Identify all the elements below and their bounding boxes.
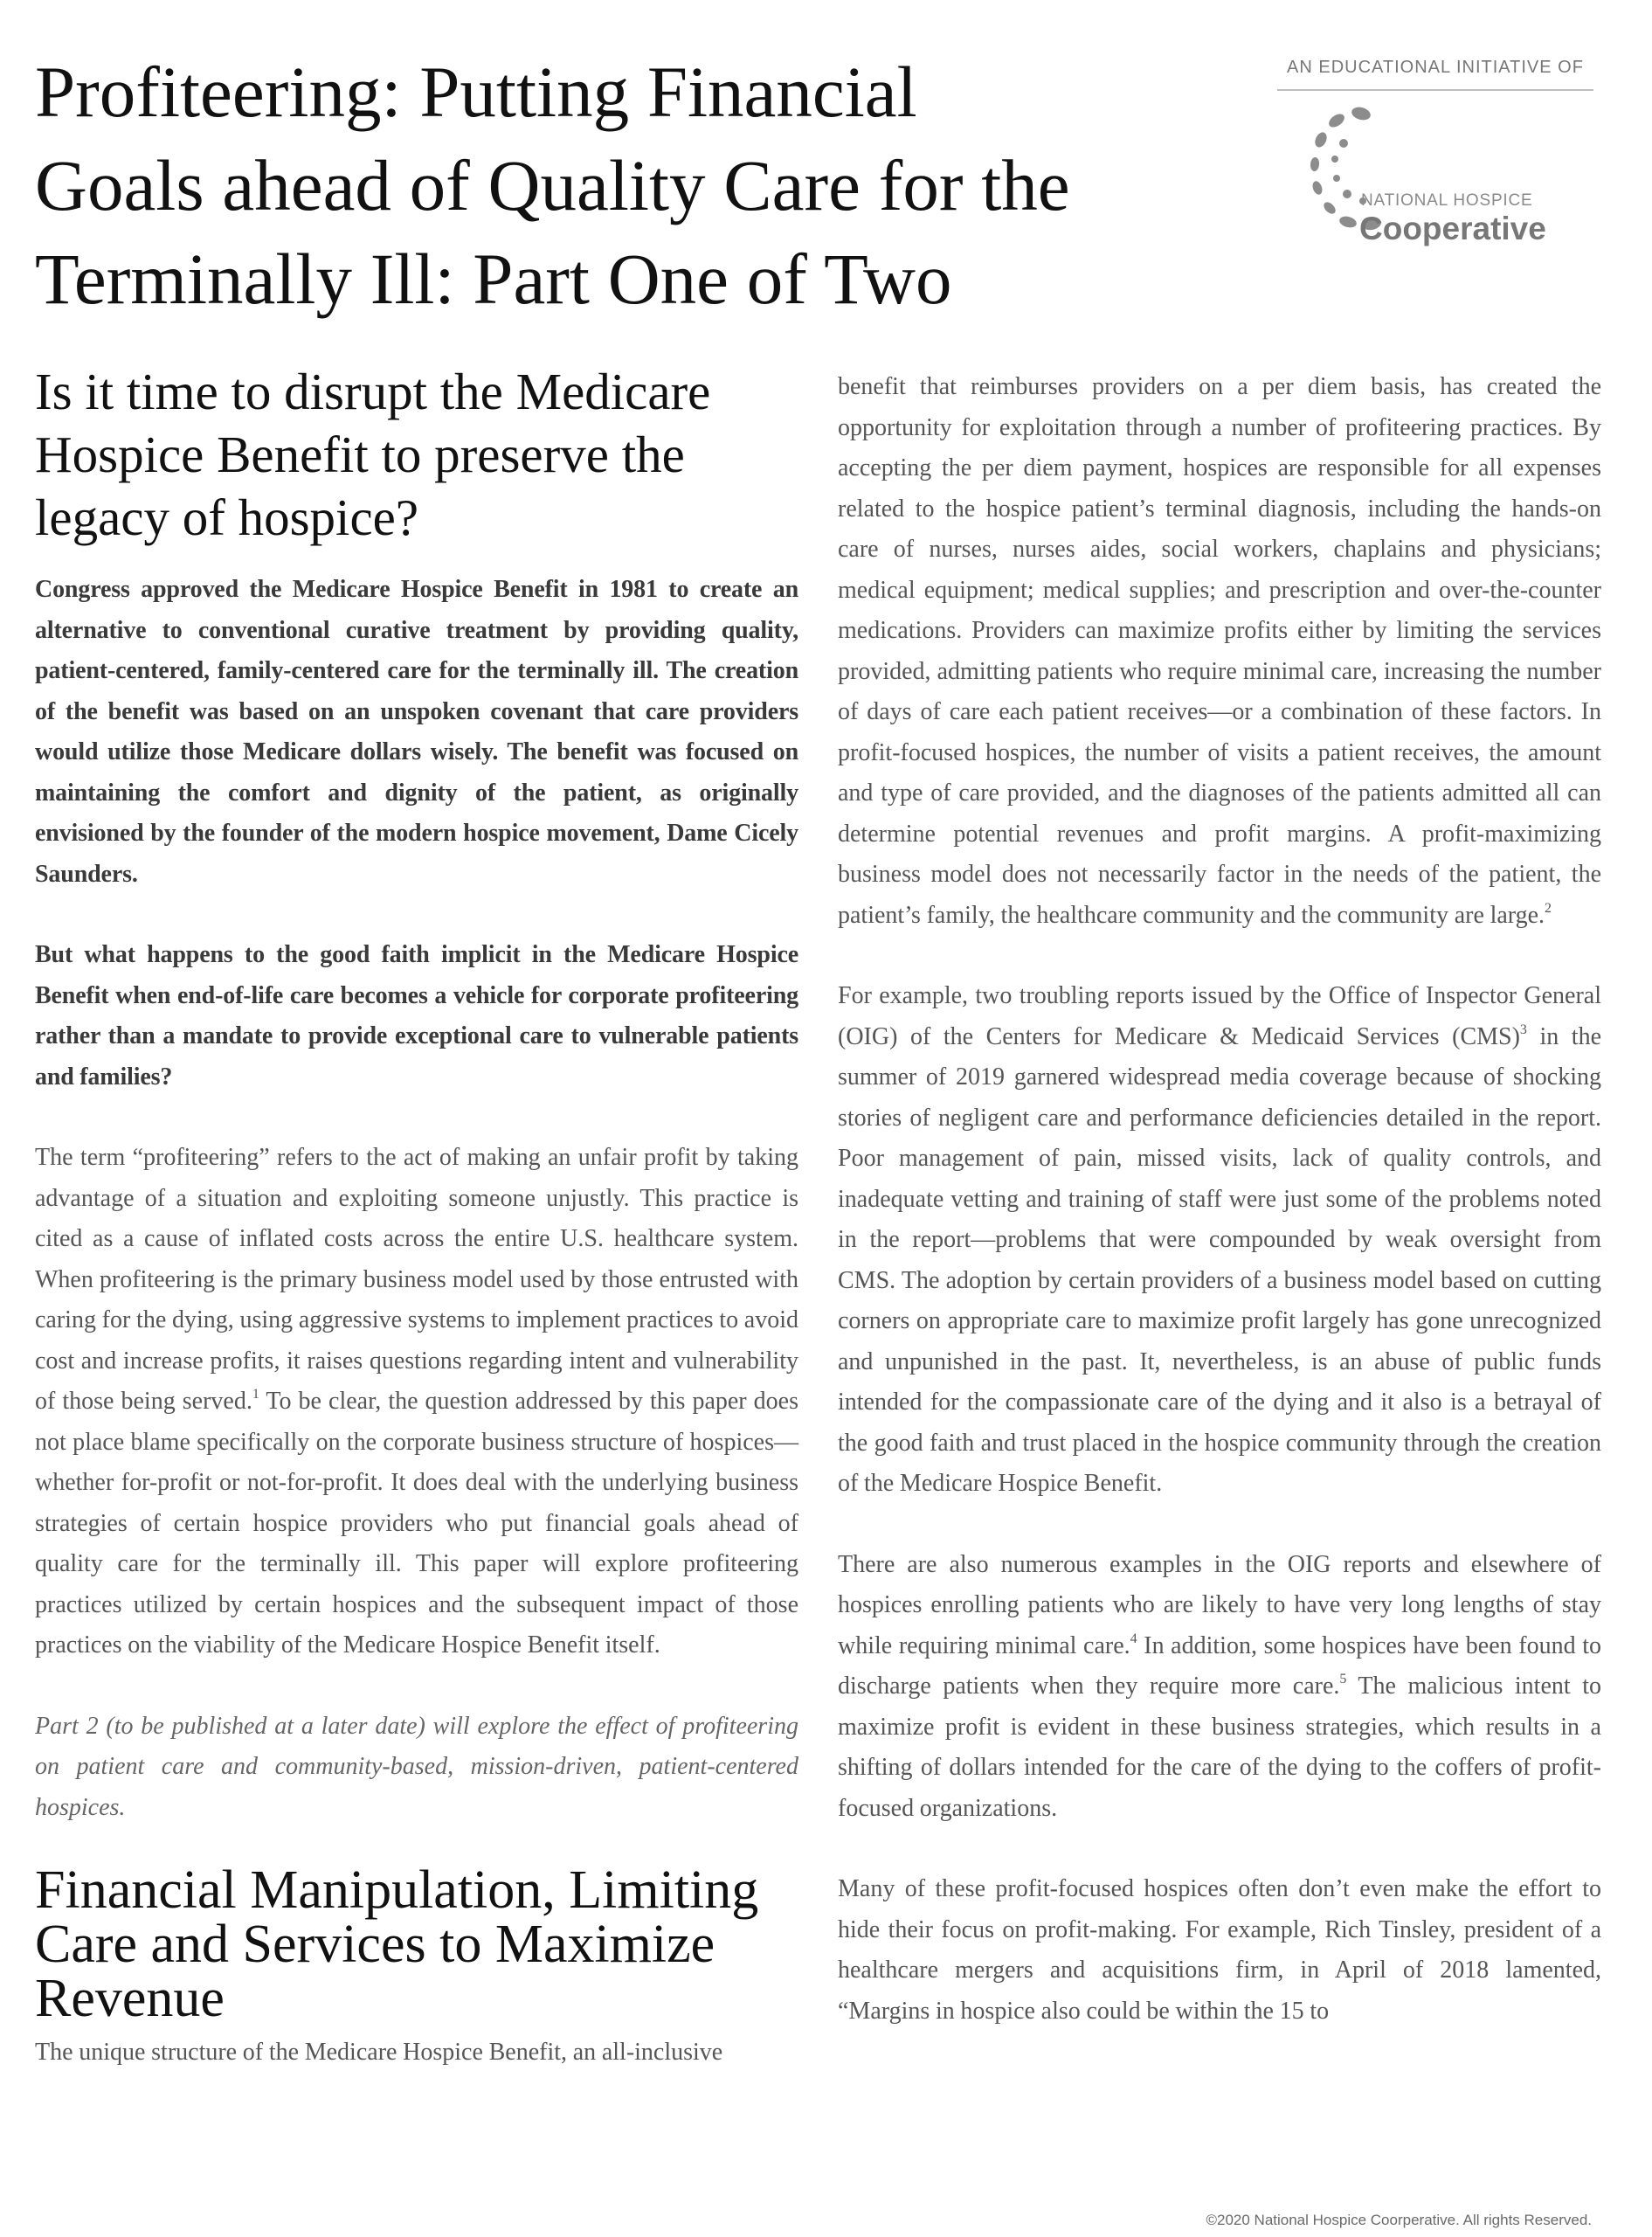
footnote-ref: 2 [1545,900,1552,916]
footnote-ref: 5 [1339,1672,1347,1686]
title-line: Goals ahead of Quality Care for the [35,145,1070,225]
footnote-ref: 3 [1519,1022,1527,1037]
profiteering-definition-paragraph [35,1138,798,1666]
paragraph-text: benefit that reimburses providers on a per diem basis, has created the opportunity for exploitation through a number of profiteering practices. By accepting the per diem payment, hospices are responsible for all expenses related to the hospice patient’s terminal diagnosis, including the hands-on care of nurses, nurses aides, social workers, chaplains and physicians; medical equipment; medical supplies; and prescription and over-the-counter medications. Providers can maximize profits either by limiting the services provided, admitting patients who require minimal care, increasing the number of days of care each patient receives—or a combination of these factors. In profit-focused hospices, the number of visits a patient receives, the amount and type of care provided, and the diagnoses of the patients admitted all can determine potential revenues and profit margins. A profit-maximizing business model does not necessarily factor in the needs of the patient, the patient’s family, the healthcare community and the community are large. [838,373,1601,929]
part-two-note: Part 2 (to be published at a later date) will explore the effect of profiteering on patient care and community-based, mission-driven, patient-centered hospices. [35,1712,798,1821]
footnote-ref: 4 [1130,1631,1137,1646]
brand-logo [1277,91,1593,244]
document-title [35,45,1171,326]
intro-paragraph: Congress approved the Medicare Hospice Benefit in 1981 to create an alternative to conventional curative treatment by providing quality, patient-centered, family-centered care for the terminally ill. The creation of the benefit was based on an unspoken covenant that care providers would utilize those Medicare dollars wisely. The benefit was focused on maintaining the comfort and dignity of the patient, as originally envisioned by the founder of the modern hospice movement, Dame Cicely Saunders. [35,576,798,888]
title-line: Profiteering: Putting Financial [35,52,917,132]
profit-focus-paragraph: Many of these profit-focused hospices often don’t even make the effort to hide their focus on profit-making. For example, Rich Tinsley, president of a healthcare mergers and acquisitions firm, in April of 2018 lamented, “Margins in hospice also could be within the 15 to [838,1875,1601,2025]
oig-report-paragraph [838,976,1601,1505]
title-line: Terminally Ill: Part One of Two [35,239,952,319]
paragraph-text: In addition, some hospices have been found to discharge patients when they require more care. [838,1631,1601,1700]
paragraph-text: The malicious intent to maximize profit is evident in these business strategies, which results in a shifting of dollars intended for the care of the dying to the coffers of profit-focused organizations. [838,1673,1601,1822]
footnote-ref: 1 [252,1387,259,1402]
brand-name-large: Cooperative [1359,211,1546,246]
heading-line: Hospice Benefit to preserve the [35,426,685,483]
heading-line: Financial Manipulation, Limiting [35,1860,759,1920]
brand-block [1277,58,1593,244]
heading-line: Revenue [35,1969,225,2028]
enrollment-paragraph [838,1545,1601,1830]
heading-line: Care and Services to Maximize [35,1915,715,1974]
heading-line: legacy of hospice? [35,488,419,546]
brand-name-small: NATIONAL HOSPICE [1361,191,1533,210]
per-diem-paragraph [838,367,1601,936]
right-column [838,367,1601,2032]
section-paragraph: The unique structure of the Medicare Hospice Benefit, an all-inclusive [35,2039,723,2066]
copyright-notice: ©2020 National Hospice Coorperative. All rights Reserved. [1206,2212,1592,2228]
brand-tagline: AN EDUCATIONAL INITIATIVE OF [1287,58,1584,77]
intro-question-paragraph: But what happens to the good faith implicit in the Medicare Hospice Benefit when end-of-life care becomes a vehicle for corporate profiteering rather than a mandate to provide exceptional care to vulnerable patients and families? [35,941,798,1091]
paragraph-text: in the summer of 2019 garnered widespread media coverage because of shocking stories of negligent care and performance deficiencies detailed in the report. Poor management of pain, missed visits, lack of quality controls, and inadequate vetting and training of staff were just some of the problems noted in the report—problems that were compounded by weak oversight from CMS. The adoption by certain providers of a business model based on cutting corners on appropriate care to maximize profit largely has gone unrecognized and unpunished in the past. It, nevertheless, is an abuse of public funds intended for the compassionate care of the dying and it also is a betrayal of the good faith and trust placed in the hospice community through the creation of the Medicare Hospice Benefit. [838,1022,1601,1497]
paragraph-text: There are also numerous examples in the OIG reports and elsewhere of hospices enrolling patients who are likely to have very long lengths of stay while requiring minimal care. [838,1550,1601,1659]
paragraph-text: To be clear, the question addressed by this paper does not place blame specifically on the corporate business structure of hospices—whether for-profit or not-for-profit. It does deal with the underlying business strategies of certain hospice providers who put financial goals ahead of quality care for the terminally ill. This paper will explore profiteering practices utilized by certain hospices and the subsequent impact of those practices on the viability of the Medicare Hospice Benefit itself. [35,1388,798,1659]
section-heading [35,1860,798,2028]
heading-line: Is it time to disrupt the Medicare [35,363,711,420]
paragraph-text: For example, two troubling reports issued by the Office of Inspector General (OIG) of the Centers for Medicare & Medicaid Services (CMS) [838,982,1601,1050]
paragraph-text: The term “profiteering” refers to the act of making an unfair profit by taking advantage of a situation and exploiting someone unjustly. This practice is cited as a cause of inflated costs across the entire U.S. healthcare system. When profiteering is the primary business model used by those entrusted with caring for the dying, using aggressive systems to implement practices to avoid cost and increase profits, it raises questions regarding intent and vulnerability of those being served. [35,1144,798,1415]
question-heading [35,360,798,549]
left-column [35,363,798,2074]
